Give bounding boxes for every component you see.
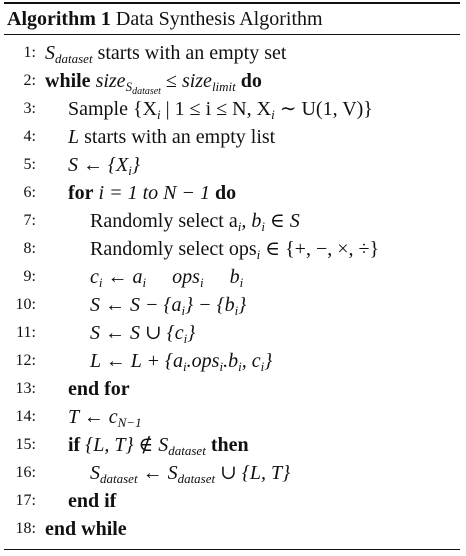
line-text: S ← S − {a bbox=[90, 294, 182, 316]
algo-line-12 bbox=[4, 347, 460, 375]
keyword-end-for: end for bbox=[68, 378, 130, 400]
math-var: S bbox=[90, 462, 100, 484]
line-number: 11: bbox=[16, 324, 36, 341]
math-subscript: i bbox=[142, 275, 147, 290]
math-var: size bbox=[181, 70, 212, 92]
line-text: i = 1 to N − 1 bbox=[93, 182, 215, 204]
math-operator: ≤ bbox=[160, 70, 182, 92]
line-text: .b bbox=[223, 350, 239, 372]
line-text: , b bbox=[241, 210, 262, 232]
math-var: S bbox=[45, 42, 55, 64]
line-text: L ← L + {a bbox=[90, 350, 184, 372]
line-text: Randomly select a bbox=[90, 210, 238, 232]
math-var: size bbox=[95, 70, 126, 92]
keyword-end-if: end if bbox=[68, 490, 117, 512]
line-number: 4: bbox=[23, 128, 36, 145]
line-text: T ← c bbox=[68, 406, 118, 428]
line-number: 6: bbox=[23, 184, 36, 201]
line-text: ∪ {L, T} bbox=[215, 462, 291, 484]
line-number: 9: bbox=[23, 268, 36, 285]
algo-line-9 bbox=[4, 263, 460, 291]
line-text: } − {b bbox=[185, 294, 235, 316]
line-text: S ← {X bbox=[68, 154, 129, 176]
line-text: starts with an empty list bbox=[79, 126, 276, 148]
line-number: 1: bbox=[23, 44, 36, 61]
math-subscript: i bbox=[260, 359, 265, 374]
algorithm-box bbox=[4, 2, 460, 550]
line-text: ∼ U(1, V)} bbox=[274, 98, 373, 120]
keyword-then: then bbox=[210, 434, 249, 456]
algo-line-7 bbox=[4, 207, 460, 235]
line-text: } bbox=[238, 294, 247, 316]
line-number: 8: bbox=[23, 240, 36, 257]
line-code bbox=[90, 347, 272, 375]
math-subscript: i bbox=[261, 219, 265, 234]
algo-line-2 bbox=[4, 67, 460, 95]
algo-line-14 bbox=[4, 403, 460, 431]
line-text: , c bbox=[241, 350, 261, 372]
line-code bbox=[68, 95, 373, 123]
algo-line-13 bbox=[4, 375, 460, 403]
math-subscript: i bbox=[239, 275, 244, 290]
algo-line-1 bbox=[4, 39, 460, 67]
keyword-end-while: end while bbox=[45, 518, 127, 540]
math-var: L bbox=[68, 126, 80, 148]
math-var: c bbox=[90, 266, 99, 288]
algorithm-lines bbox=[4, 35, 460, 543]
line-code bbox=[90, 319, 195, 347]
line-code bbox=[68, 151, 140, 179]
math-subscript: i bbox=[98, 275, 103, 290]
algo-line-17 bbox=[4, 487, 460, 515]
bottom-rule bbox=[4, 549, 460, 550]
line-text: Randomly select ops bbox=[90, 238, 257, 260]
math-var: b bbox=[229, 266, 240, 288]
math-subsubscript: dataset bbox=[132, 86, 161, 97]
line-number: 18: bbox=[15, 520, 36, 537]
keyword-do: do bbox=[215, 182, 237, 204]
line-code bbox=[90, 235, 379, 263]
line-number: 14: bbox=[15, 408, 36, 425]
keyword-do: do bbox=[240, 70, 262, 92]
math-subscript: i bbox=[128, 163, 132, 178]
math-subscript: i bbox=[183, 331, 188, 346]
algo-line-15 bbox=[4, 431, 460, 459]
math-subscript: i bbox=[219, 359, 224, 374]
line-code bbox=[68, 431, 249, 459]
line-number: 3: bbox=[23, 100, 36, 117]
math-subscript: i bbox=[238, 359, 242, 374]
line-text: } bbox=[131, 154, 140, 176]
line-text: ∈ {+, −, ×, ÷} bbox=[260, 238, 380, 260]
line-code bbox=[90, 291, 246, 319]
line-text: .ops bbox=[186, 350, 220, 372]
math-subscript: dataset bbox=[100, 471, 138, 486]
math-subscript: i bbox=[256, 247, 261, 262]
math-subscript: i bbox=[234, 303, 239, 318]
math-subscript: i bbox=[199, 275, 204, 290]
line-text: } bbox=[264, 350, 273, 372]
algorithm-label: Algorithm 1 bbox=[7, 8, 111, 30]
line-text: | 1 ≤ i ≤ N, X bbox=[160, 98, 272, 120]
line-text: Sample {X bbox=[68, 98, 158, 120]
line-text: ← a bbox=[102, 266, 143, 288]
algo-line-6 bbox=[4, 179, 460, 207]
math-subscript: i bbox=[183, 359, 187, 374]
math-subscript: dataset bbox=[55, 51, 93, 66]
line-number: 2: bbox=[23, 72, 36, 89]
algo-line-10 bbox=[4, 291, 460, 319]
algo-line-18 bbox=[4, 515, 460, 543]
line-number: 5: bbox=[23, 156, 36, 173]
line-number: 12: bbox=[15, 352, 36, 369]
line-text: {L, T} ∉ S bbox=[80, 434, 169, 456]
keyword-while: while bbox=[45, 70, 91, 92]
line-code bbox=[45, 39, 286, 67]
line-number: 16: bbox=[15, 464, 36, 481]
line-text: ∈ S bbox=[264, 210, 300, 232]
line-number: 7: bbox=[23, 212, 36, 229]
math-subscript: N−1 bbox=[117, 415, 142, 430]
algo-line-3 bbox=[4, 95, 460, 123]
algo-line-4 bbox=[4, 123, 460, 151]
line-text: } bbox=[187, 322, 196, 344]
algo-line-5 bbox=[4, 151, 460, 179]
line-code bbox=[90, 459, 290, 487]
line-text: ← S bbox=[137, 462, 178, 484]
line-code bbox=[68, 123, 275, 151]
line-number: 10: bbox=[15, 296, 36, 313]
line-code bbox=[90, 207, 300, 235]
keyword-if: if bbox=[68, 434, 81, 456]
line-text: starts with an empty set bbox=[92, 42, 287, 64]
math-subscript: dataset bbox=[168, 443, 206, 458]
math-subscript: i bbox=[271, 107, 275, 122]
algo-line-11 bbox=[4, 319, 460, 347]
line-code bbox=[68, 179, 236, 207]
math-subscript: i bbox=[237, 219, 242, 234]
math-subscript: i bbox=[181, 303, 186, 318]
line-code bbox=[45, 67, 262, 95]
math-subscript: dataset bbox=[177, 471, 216, 486]
algorithm-header bbox=[4, 4, 460, 34]
math-subscript: S bbox=[125, 79, 133, 94]
line-code bbox=[68, 403, 142, 431]
line-code bbox=[90, 263, 243, 291]
algorithm-title: Data Synthesis Algorithm bbox=[115, 8, 323, 30]
line-text: S ← S ∪ {c bbox=[90, 322, 184, 344]
line-number: 15: bbox=[15, 436, 36, 453]
line-number: 17: bbox=[15, 492, 36, 509]
math-var: ops bbox=[172, 266, 200, 288]
math-subscript: limit bbox=[211, 79, 236, 94]
line-number: 13: bbox=[15, 380, 36, 397]
algo-line-16 bbox=[4, 459, 460, 487]
algo-line-8 bbox=[4, 235, 460, 263]
keyword-for: for bbox=[68, 182, 94, 204]
math-subscript: i bbox=[157, 107, 161, 122]
